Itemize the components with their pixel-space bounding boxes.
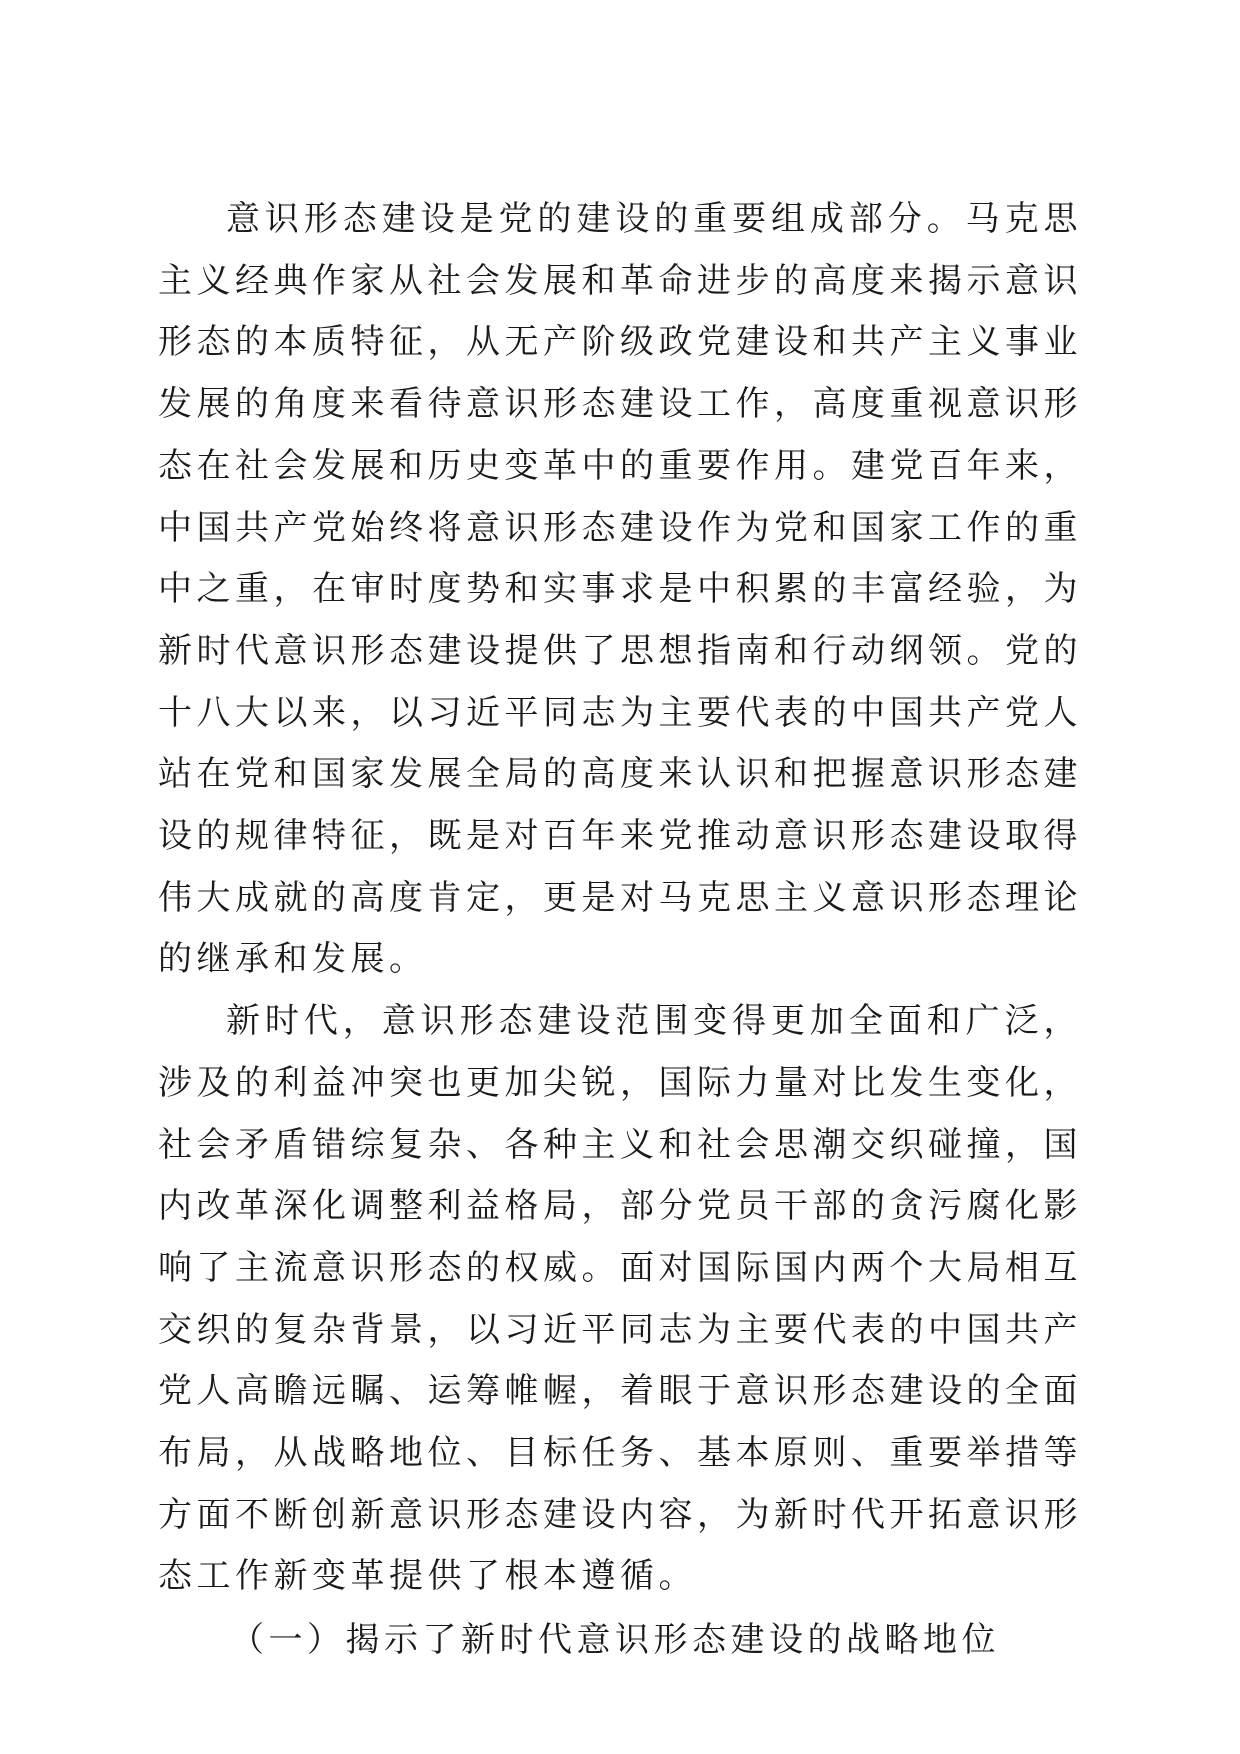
- paragraph-1: 意识形态建设是党的建设的重要组成部分。马克思主义经典作家从社会发展和革命进步的高度来揭示意识形态的本质特征，从无产阶级政党建设和共产主义事业发展的角度来看待意识形态建设工作，高度重视意识形态在社会发展和历史变革中的重要作用。建党百年来，中国共产党始终将意识形态建设作为党和国家工作的重中之重，在审时度势和实事求是中积累的丰富经验，为新时代意识形态建设提供了思想指南和行动纲领。党的十八大以来，以习近平同志为主要代表的中国共产党人站在党和国家发展全局的高度来认识和把握意识形态建设的规律特征，既是对百年来党推动意识形态建设取得伟大成就的高度肯定，更是对马克思主义意识形态理论的继承和发展。: [158, 199, 1082, 980]
- paragraph-2: 新时代，意识形态建设范围变得更加全面和广泛，涉及的利益冲突也更加尖锐，国际力量对比发生变化，社会矛盾错综复杂、各种主义和社会思潮交织碰撞，国内改革深化调整利益格局，部分党员干部的贪污腐化影响了主流意识形态的权威。面对国际国内两个大局相互交织的复杂背景，以习近平同志为主要代表的中国共产党人高瞻远瞩、运筹帷幄，着眼于意识形态建设的全面布局，从战略地位、目标任务、基本原则、重要举措等方面不断创新意识形态建设内容，为新时代开拓意识形态工作新变革提供了根本遵循。: [158, 1001, 1082, 1597]
- section-heading: （一）揭示了新时代意识形态建设的战略地位: [230, 1620, 1000, 1661]
- document-body: [158, 189, 1082, 1672]
